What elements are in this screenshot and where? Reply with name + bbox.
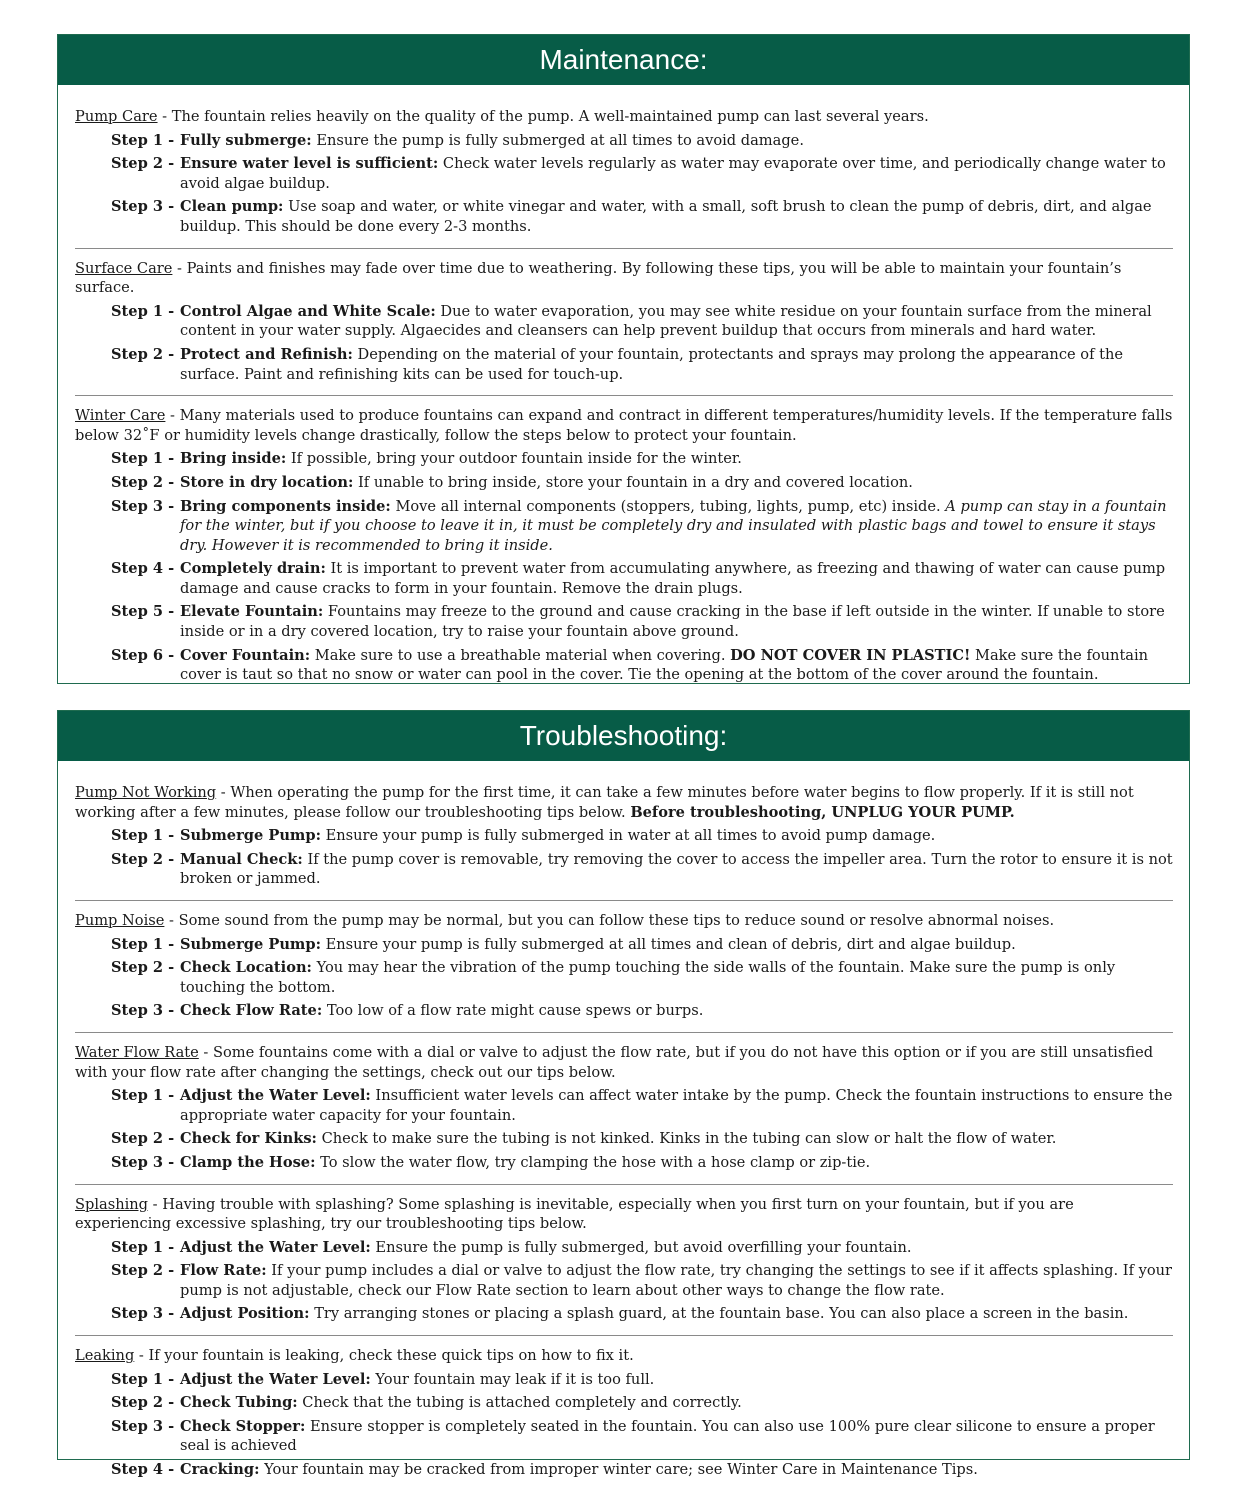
step-text	[180, 559, 1173, 598]
step-label: Step 1 -	[111, 935, 175, 953]
step-title: Check Location:	[180, 959, 312, 977]
step-description: Your fountain may be cracked from improper winter care; see Winter Care in Maintenance Tips.	[259, 1461, 978, 1479]
step-description: Due to water evaporation, you may see white residue on your fountain surface from the mineral content in your water supply. Algaecides and cleansers can help prevent buildup that occurs from minerals and hard water.	[180, 302, 1152, 340]
step-item	[111, 1393, 1173, 1413]
step-label: Step 2 -	[111, 1262, 175, 1280]
step-label: Step 5 -	[111, 603, 175, 621]
step-label: Step 4 -	[111, 1461, 175, 1479]
section	[75, 1346, 1173, 1480]
step-label: Step 1 -	[111, 827, 175, 845]
step-text	[180, 1370, 1173, 1390]
step-description: Check to make sure the tubing is not kinked. Kinks in the tubing can slow or halt the flow of water.	[316, 1130, 1057, 1148]
step-title: Submerge Pump:	[180, 827, 321, 845]
step-item	[111, 302, 1173, 341]
section-intro-text: - If your fountain is leaking, check these quick tips on how to fix it.	[134, 1347, 634, 1365]
section	[75, 1043, 1173, 1173]
section-divider	[75, 1184, 1173, 1185]
step-description: It is important to prevent water from accumulating anywhere, as freezing and thawing of water can cause pump damage and cause cracks to form in your fountain. Remove the drain plugs.	[180, 560, 1166, 597]
step-title: Adjust the Water Level:	[180, 1370, 371, 1388]
step-description: Fountains may freeze to the ground and cause cracking in the base if left outside in the winter. If unable to store inside or in a dry covered location, try to raise your fountain above ground.	[180, 603, 1165, 641]
step-item	[111, 1370, 1173, 1390]
step-item	[111, 345, 1173, 384]
section-title: Leaking	[75, 1347, 135, 1365]
step-item	[111, 1261, 1173, 1300]
step-label: Step 1 -	[111, 450, 175, 468]
step-item	[111, 497, 1173, 556]
step-label: Step 3 -	[111, 1153, 175, 1171]
step-label: Step 2 -	[111, 1130, 175, 1148]
step-title: Clamp the Hose:	[180, 1153, 316, 1171]
step-title: Fully submerge:	[180, 131, 312, 149]
step-description: Check that the tubing is attached completely and correctly.	[297, 1394, 742, 1412]
step-title: Clean pump:	[180, 198, 284, 216]
step-title: Completely drain:	[180, 560, 326, 578]
step-description: If unable to bring inside, store your fountain in a dry and covered location.	[353, 473, 913, 491]
step-description: Ensure stopper is completely seated in the fountain. You can also use 100% pure clear silicone to ensure a proper seal is achieved	[180, 1417, 1155, 1455]
section-intro	[75, 783, 1173, 822]
step-text	[180, 602, 1173, 641]
step-item	[111, 449, 1173, 469]
step-label: Step 6 -	[111, 646, 175, 664]
step-title: Adjust Position:	[180, 1305, 310, 1323]
section	[75, 406, 1173, 685]
step-text	[180, 1460, 1173, 1480]
step-description: Check water levels regularly as water may evaporate over time, and periodically change water to avoid algae buildup.	[180, 155, 1166, 192]
step-title: Adjust the Water Level:	[180, 1238, 371, 1256]
step-description: If your pump includes a dial or valve to adjust the flow rate, try changing the settings to see if it affects splashing. If your pump is not adjustable, check our Flow Rate section to learn about other ways to change the flow rate.	[180, 1262, 1173, 1299]
section-title: Splashing	[75, 1195, 149, 1213]
step-label: Step 4 -	[111, 560, 175, 578]
step-description: Your fountain may leak if it is too full.	[370, 1370, 655, 1388]
section-intro-text: - Some fountains come with a dial or valve to adjust the flow rate, but if you do not have this option or if you are still unsatisfied with your flow rate after changing the settings, check out our tips below.	[75, 1043, 1154, 1081]
step-description: Make sure to use a breathable material when covering.	[310, 646, 731, 664]
step-item	[111, 1460, 1173, 1480]
step-text	[180, 131, 1173, 151]
step-text	[180, 1261, 1173, 1300]
section-intro	[75, 107, 1173, 127]
step-item	[111, 958, 1173, 997]
step-text	[180, 1393, 1173, 1413]
step-description: Move all internal components (stoppers, tubing, lights, pump, etc) inside.	[390, 497, 946, 515]
step-text	[180, 1238, 1173, 1258]
step-label: Step 2 -	[111, 473, 175, 491]
step-text	[180, 826, 1173, 846]
step-title: Cracking:	[180, 1461, 260, 1479]
step-warning: DO NOT COVER IN PLASTIC!	[730, 646, 971, 664]
step-item	[111, 1304, 1173, 1324]
step-item	[111, 826, 1173, 846]
step-text	[180, 154, 1173, 193]
step-title: Manual Check:	[180, 850, 303, 868]
step-title: Submerge Pump:	[180, 935, 321, 953]
step-title: Ensure water level is sufficient:	[180, 155, 439, 173]
step-text	[180, 497, 1173, 556]
step-label: Step 1 -	[111, 1238, 175, 1256]
step-title: Check Tubing:	[180, 1394, 298, 1412]
step-title: Bring components inside:	[180, 497, 391, 515]
step-title: Control Algae and White Scale:	[180, 302, 436, 320]
section-divider	[75, 1032, 1173, 1033]
step-text	[180, 1304, 1173, 1324]
section-divider	[75, 248, 1173, 249]
section-intro-text: - When operating the pump for the first time, it can take a few minutes before water begins to flow properly. If it is still not working after a few minutes, please follow our troubleshooting tips below.	[75, 784, 1134, 821]
section-title: Water Flow Rate	[75, 1043, 199, 1061]
step-item	[111, 1001, 1173, 1021]
troubleshooting-panel	[57, 710, 1190, 1479]
section-intro	[75, 911, 1173, 931]
step-item	[111, 646, 1173, 685]
step-description: Ensure the pump is fully submerged, but avoid overfilling your fountain.	[370, 1238, 912, 1256]
step-item	[111, 935, 1173, 955]
section-intro	[75, 1043, 1173, 1082]
section-intro-text: - The fountain relies heavily on the quality of the pump. A well-maintained pump can last several years.	[157, 108, 929, 125]
section-divider	[75, 395, 1173, 396]
maintenance-heading: Maintenance:	[58, 35, 1189, 85]
step-description: Too low of a flow rate might cause spews or burps.	[322, 1002, 704, 1020]
step-item	[111, 1417, 1173, 1456]
section-intro	[75, 406, 1173, 445]
step-label: Step 2 -	[111, 155, 175, 173]
step-text	[180, 1086, 1173, 1125]
step-title: Bring inside:	[180, 450, 287, 468]
section-intro-emphasis: Before troubleshooting, UNPLUG YOUR PUMP.	[630, 803, 1015, 821]
section	[75, 911, 1173, 1021]
step-description: Try arranging stones or placing a splash guard, at the fountain base. You can also place a screen in the basin.	[309, 1305, 1129, 1323]
step-description: Insufficient water levels can affect water intake by the pump. Check the fountain instructions to ensure the appropriate water capacity for your fountain.	[180, 1087, 1173, 1124]
section-intro-text: - Many materials used to produce fountains can expand and contract in different temperatures/humidity levels. If the temperature falls below 32˚F or humidity levels change drastically, follow the steps below to protect your fountain.	[75, 407, 1173, 444]
step-item	[111, 197, 1173, 236]
step-description: Ensure your pump is fully submerged at all times and clean of debris, dirt and algae buildup.	[320, 935, 1016, 953]
section-title: Pump Noise	[75, 911, 165, 929]
step-label: Step 1 -	[111, 302, 175, 320]
step-text	[180, 302, 1173, 341]
section-title: Pump Care	[75, 108, 158, 125]
section-divider	[75, 900, 1173, 901]
step-item	[111, 602, 1173, 641]
step-text	[180, 850, 1173, 889]
section-divider	[75, 1335, 1173, 1336]
step-title: Store in dry location:	[180, 473, 354, 491]
step-label: Step 3 -	[111, 497, 175, 515]
step-text	[180, 197, 1173, 236]
troubleshooting-body	[58, 761, 1189, 1480]
section	[75, 259, 1173, 385]
step-item	[111, 131, 1173, 151]
step-text	[180, 935, 1173, 955]
section-intro-text: - Having trouble with splashing? Some splashing is inevitable, especially when you first turn on your fountain, but if you are experiencing excessive splashing, try our troubleshooting tips below.	[75, 1195, 1074, 1233]
section-intro	[75, 1346, 1173, 1366]
step-item	[111, 559, 1173, 598]
step-title: Check Stopper:	[180, 1417, 306, 1435]
step-description-cont: Make sure the fountain cover is taut so that no snow or water can pool in the cover. Tie the opening at the bottom of the cover around the fountain.	[180, 646, 1149, 684]
section-intro-text: - Some sound from the pump may be normal, but you can follow these tips to reduce sound or resolve abnormal noises.	[164, 911, 1055, 929]
section	[75, 1195, 1173, 1325]
step-text	[180, 473, 1173, 493]
section-title: Pump Not Working	[75, 784, 217, 801]
step-label: Step 3 -	[111, 1417, 175, 1435]
step-note: A pump can stay in a fountain for the winter, but if you choose to leave it in, it must be completely dry and insulated with plastic bags and towel to ensure it stays dry. However it is recommended to bring it inside.	[180, 497, 1167, 554]
step-text	[180, 449, 1173, 469]
step-description: If the pump cover is removable, try removing the cover to access the impeller area. Turn the rotor to ensure it is not broken or jammed.	[180, 850, 1173, 888]
step-description: You may hear the vibration of the pump touching the side walls of the fountain. Make sure the pump is only touching the bottom.	[180, 959, 1116, 996]
step-title: Flow Rate:	[180, 1262, 267, 1280]
step-label: Step 1 -	[111, 131, 175, 149]
step-description: To slow the water flow, try clamping the hose with a hose clamp or zip-tie.	[315, 1153, 871, 1171]
step-text	[180, 1001, 1173, 1021]
step-title: Protect and Refinish:	[180, 345, 353, 363]
step-description: Depending on the material of your fountain, protectants and sprays may prolong the appearance of the surface. Paint and refinishing kits can be used for touch-up.	[180, 345, 1124, 383]
step-text	[180, 1153, 1173, 1173]
step-description: Use soap and water, or white vinegar and water, with a small, soft brush to clean the pump of debris, dirt, and algae buildup. This should be done every 2-3 months.	[180, 198, 1152, 235]
section	[75, 783, 1173, 889]
step-description: Ensure the pump is fully submerged at all times to avoid damage.	[311, 131, 804, 149]
section-title: Surface Care	[75, 259, 173, 277]
step-description: Ensure your pump is fully submerged in water at all times to avoid pump damage.	[320, 827, 936, 845]
step-label: Step 2 -	[111, 345, 175, 363]
step-description: If possible, bring your outdoor fountain inside for the winter.	[286, 450, 742, 468]
section-intro	[75, 259, 1173, 298]
step-label: Step 2 -	[111, 1394, 175, 1412]
step-label: Step 1 -	[111, 1370, 175, 1388]
section-title: Winter Care	[75, 407, 166, 425]
step-item	[111, 1129, 1173, 1149]
section-intro-text: - Paints and finishes may fade over time due to weathering. By following these tips, you will be able to maintain your fountain’s surface.	[75, 259, 1122, 297]
step-text	[180, 646, 1173, 685]
step-text	[180, 1129, 1173, 1149]
step-label: Step 3 -	[111, 1305, 175, 1323]
step-text	[180, 345, 1173, 384]
troubleshooting-heading: Troubleshooting:	[58, 711, 1189, 761]
step-label: Step 2 -	[111, 959, 175, 977]
step-label: Step 2 -	[111, 850, 175, 868]
maintenance-panel	[57, 34, 1190, 684]
step-item	[111, 1153, 1173, 1173]
section-intro	[75, 1195, 1173, 1234]
step-label: Step 3 -	[111, 198, 175, 216]
step-title: Cover Fountain:	[180, 646, 311, 664]
step-title: Check Flow Rate:	[180, 1002, 323, 1020]
step-title: Elevate Fountain:	[180, 603, 324, 621]
step-label: Step 1 -	[111, 1087, 175, 1105]
step-item	[111, 850, 1173, 889]
step-text	[180, 1417, 1173, 1456]
maintenance-body	[58, 85, 1189, 685]
step-title: Adjust the Water Level:	[180, 1087, 371, 1105]
step-item	[111, 1238, 1173, 1258]
step-label: Step 3 -	[111, 1002, 175, 1020]
step-title: Check for Kinks:	[180, 1130, 317, 1148]
step-text	[180, 958, 1173, 997]
step-item	[111, 1086, 1173, 1125]
section	[75, 107, 1173, 237]
step-item	[111, 154, 1173, 193]
step-item	[111, 473, 1173, 493]
